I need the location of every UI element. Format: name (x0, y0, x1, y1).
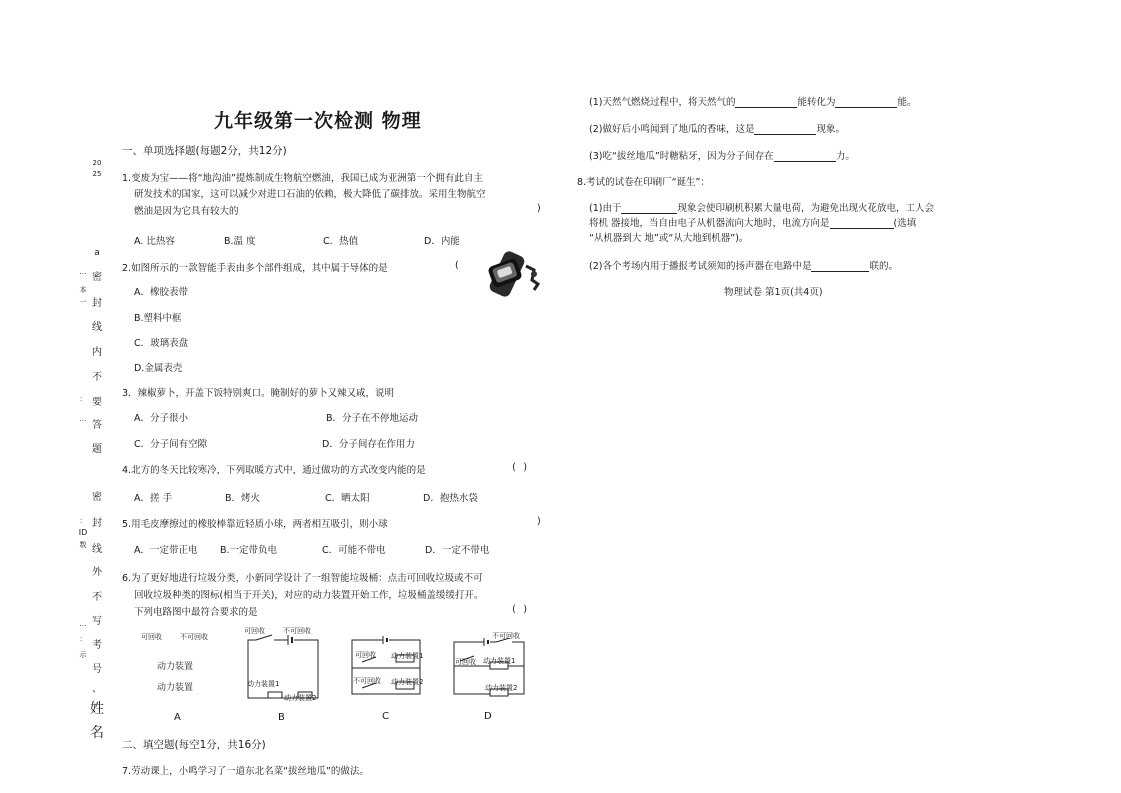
question-text: 燃油是因为它具有较大的 (134, 206, 239, 217)
page-footer: 物理试卷 第1页(共4页) (724, 287, 823, 298)
circuit-label: 不可回收 (283, 627, 311, 635)
option-d: D．抱热水袋 (423, 493, 478, 504)
option-a: A. 比热容 (134, 236, 175, 247)
answer-blank[interactable] (774, 151, 836, 162)
answer-paren: ( (455, 260, 459, 271)
section-heading: 一、单项选择题(每题2分，共12分) (122, 145, 287, 157)
margin-mark: 一 (79, 298, 87, 306)
option-d: D．内能 (424, 236, 460, 247)
margin-mark: … (79, 620, 87, 628)
circuit-letter: C (382, 711, 389, 722)
circuit-letter: D (484, 711, 492, 722)
margin-mark: … (79, 268, 87, 276)
circuit-label: 动力装置1 (247, 680, 280, 688)
answer-blank[interactable] (830, 218, 894, 229)
margin-seal-char: 题 (92, 444, 102, 455)
circuit-label: 可回收 (244, 627, 265, 635)
fill-line (589, 94, 917, 108)
option-c: C．玻璃表盘 (134, 338, 189, 349)
answer-blank[interactable] (811, 261, 869, 272)
margin-mark: ： (79, 517, 87, 525)
fill-line (589, 148, 855, 162)
margin-seal-char: 内 (92, 347, 102, 358)
margin-mark: … (79, 415, 87, 423)
margin-seal-char: 外 (92, 567, 102, 578)
option-b: B.温 度 (224, 236, 256, 247)
margin-mark: ： (79, 635, 87, 643)
fill-text: 能。 (897, 97, 917, 108)
fill-text: (1)由于 (589, 203, 622, 214)
option-a: A．一定带正电 (134, 545, 198, 556)
margin-seal-char: 、 (92, 684, 102, 695)
margin-mark: 本 (79, 286, 87, 294)
question-text: 7.劳动课上，小鸣学习了一道东北名菜“拔丝地瓜”的做法。 (122, 766, 369, 777)
fill-text: 现象会使印刷机积累大量电荷，为避免出现火花放电，工人会 (677, 203, 934, 214)
page-title: 九年级第一次检测 物理 (214, 110, 422, 132)
margin-seal-char: 名 (90, 725, 104, 741)
circuit-label: 动力装置 (157, 683, 194, 693)
margin-mark: ID (78, 528, 88, 537)
fill-text: (2)各个考场内用于播报考试须知的扬声器在电路中是 (589, 261, 812, 272)
answer-paren: ( ) (511, 462, 529, 473)
fill-text: 能转化为 (797, 97, 836, 108)
margin-seal-char: 写 (92, 616, 102, 627)
fill-text: 现象。 (816, 124, 845, 135)
margin-mark: ： (79, 395, 87, 403)
margin-seal-char: 号 (92, 664, 102, 675)
smartwatch-image (482, 250, 546, 300)
fill-text: 联的。 (869, 261, 898, 272)
option-d: D.金属表壳 (134, 363, 183, 374)
fill-line (589, 121, 845, 135)
answer-paren: ) (537, 516, 541, 527)
circuit-label: 可回收 (355, 651, 376, 659)
margin-seal-char: 密 (92, 492, 102, 503)
margin-seal-char: 封 (92, 518, 102, 529)
fill-text: (3)吃“拔丝地瓜”时糖粘牙，因为分子间存在 (589, 151, 774, 162)
circuit-label: 不可回收 (180, 633, 208, 641)
circuit-label: 动力装置2 (284, 694, 317, 702)
circuit-label: 动力装置1 (483, 657, 516, 665)
circuit-letter: A (174, 712, 181, 723)
margin-seal-char: 要 (92, 397, 102, 408)
fill-line (589, 258, 898, 272)
option-c: C．热值 (323, 236, 359, 247)
margin-mark: 示 (79, 651, 87, 659)
question-text: 4.北方的冬天比较寒冷，下列取暖方式中，通过做功的方式改变内能的是 (122, 465, 426, 476)
fill-text: “从机器到大 地”或“从大地到机器”)。 (589, 233, 749, 244)
option-d: D．分子间存在作用力 (322, 439, 415, 450)
option-b: B.一定带负电 (220, 545, 278, 556)
margin-seal-char: 答 (92, 420, 102, 431)
margin-seal-char: 线 (92, 544, 102, 555)
circuit-c-diagram (350, 636, 422, 698)
question-text: 研发技术的国家，这可以减少对进口石油的依赖，极大降低了碳排放。采用生物航空 (134, 189, 486, 200)
option-a: A．橡胶表带 (134, 287, 188, 298)
circuit-b-diagram (244, 634, 324, 702)
question-text: 2.如图所示的一款智能手表由多个部件组成，其中属于导体的是 (122, 263, 388, 274)
option-a: A．分子很小 (134, 413, 188, 424)
option-a: A．搓 手 (134, 493, 173, 504)
option-d: D．一定不带电 (425, 545, 490, 556)
option-b: B．烤火 (225, 493, 261, 504)
circuit-letter: B (278, 712, 285, 723)
margin-seal-char: 考 (92, 640, 102, 651)
circuit-label: 动力装置1 (391, 652, 424, 660)
fill-text: 将机 器接地，当自由电子从机器流向大地时，电流方向是 (589, 218, 830, 229)
circuit-label: 动力装置 (157, 662, 194, 672)
question-text: 下列电路图中最符合要求的是 (134, 607, 258, 618)
fill-text: (选填 (893, 218, 917, 229)
circuit-label: 动力装置2 (391, 678, 424, 686)
option-b: B．分子在不停地运动 (326, 413, 419, 424)
question-text: 6.为了更好地进行垃圾分类，小新同学设计了一组智能垃圾桶：点击可回收垃圾或不可 (122, 573, 483, 584)
margin-seal-char: 封 (92, 298, 102, 309)
question-text: 回收垃圾种类的图标(相当于开关)，对应的动力装置开始工作，垃圾桶盖缓缓打开。 (134, 590, 484, 601)
margin-seal-char: 不 (92, 372, 102, 383)
option-b: B.塑料中框 (134, 313, 182, 324)
circuit-label: 可回收 (141, 633, 162, 641)
answer-blank[interactable] (735, 97, 797, 108)
margin-seal-char: 姓 (90, 701, 104, 717)
option-c: C．分子间有空隙 (134, 439, 208, 450)
question-text: 8.考试的试卷在印刷厂“诞生”： (577, 177, 710, 188)
fill-text: (1)天然气燃烧过程中，将天然气的 (589, 97, 736, 108)
margin-seal-char: a (94, 248, 100, 258)
margin-seal-char: 密 (92, 272, 102, 283)
answer-paren: ( ) (511, 604, 529, 615)
section-heading: 二、填空题(每空1分，共16分) (122, 739, 266, 751)
circuit-label: 不可回收 (353, 677, 381, 685)
answer-paren: ) (537, 203, 541, 214)
answer-blank[interactable] (754, 124, 816, 135)
circuit-label: 不可回收 (492, 632, 520, 640)
answer-blank[interactable] (621, 203, 677, 214)
circuit-label: 动力装置2 (485, 684, 518, 692)
question-text: 1.变废为宝——将“地沟油”提炼制成生物航空燃油，我国已成为亚洲第一个拥有此自主 (122, 173, 483, 184)
circuit-label: 可回收 (455, 658, 476, 666)
margin-mark: 数 (79, 541, 87, 549)
fill-text: (2)做好后小鸣闻到了地瓜的香味，这是 (589, 124, 755, 135)
fill-text: 力。 (835, 151, 855, 162)
fill-line (589, 215, 916, 229)
fill-line (589, 200, 934, 214)
margin-year: 2025 (92, 159, 102, 178)
question-text: 5.用毛皮摩擦过的橡胶棒靠近轻质小球，两者相互吸引，则小球 (122, 519, 388, 530)
answer-blank[interactable] (835, 97, 897, 108)
fill-line (589, 230, 748, 244)
option-c: C．晒太阳 (325, 493, 370, 504)
margin-seal-char: 不 (92, 592, 102, 603)
option-c: C．可能不带电 (322, 545, 386, 556)
margin-seal-char: 线 (92, 322, 102, 333)
question-text: 3．辣椒萝卜，开盖下饭特别爽口。腌制好的萝卜又辣又咸，说明 (122, 388, 395, 399)
